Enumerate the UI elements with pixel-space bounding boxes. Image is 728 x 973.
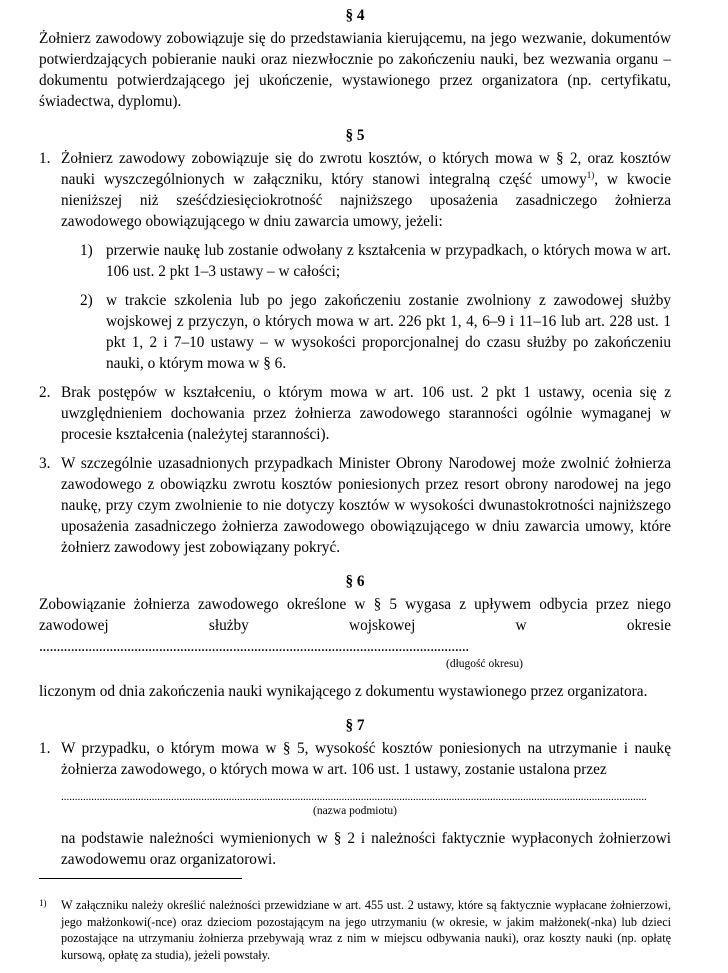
section-5-item-1 (39, 148, 671, 374)
item-text: Brak postępów w kształceniu, o którym mowa w art. 106 ust. 2 pkt 1 ustawy, ocenia się z uwzględnieniem dochowania przez żołnierza zawodowego staranności ogólnie wymaganej w procesie kształcenia (należytej staranności). (61, 384, 671, 443)
section-7-item-1 (39, 738, 671, 870)
section-5-heading: § 5 (345, 127, 365, 144)
section-7-heading: § 7 (345, 717, 365, 734)
item-number: 3. (39, 455, 51, 472)
item-text: W szczególnie uzasadnionych przypadkach Minister Obrony Narodowej może zwolnić żołnierza zawodowego z obowiązku zwrotu kosztów poniesionych przez resort obrony narodowej na jego naukę, przy czym zwolnienie to nie dotyczy kosztów w wysokości dwunastokrotności najniższego uposażenia zasadniczego żołnierza zawodowego obowiązującego w dniu zawarcia umowy, które żołnierz zawodowy jest zobowiązany pokryć. (61, 455, 671, 556)
footnote-reference[interactable]: 1) (586, 170, 595, 180)
footnote-mark: 1) (39, 898, 47, 908)
section-5-item-3 (39, 453, 671, 558)
section-4-heading: § 4 (345, 7, 365, 24)
section-5-item-2 (39, 382, 671, 445)
footnote-text: W załączniku należy określić należności przewidziane w art. 455 ust. 2 ustawy, które są faktycznie wypłacane żołnierzowi, jego małżonkowi(-nce) oraz dzieciom pozostającym na jego utrzymaniu (w okresie, w jakim małżonek(-nka) lub dzieci pozostające na utrzymaniu żołnierza przebywają wraz z nim w miejscu odbywania nauki), oraz koszty nauki (np. opłatę kursową, opłatę za studia), jeżeli powstały. (61, 898, 671, 962)
sub-item-text: w trakcie szkolenia lub po jego zakończeniu zostanie zwolniony z zawodowej służby wojskowej z przyczyn, o których mowa w art. 226 pkt 1, 4, 6–9 i 11–16 lub art. 228 ust. 1 pkt 1, 2 i 7–10 ustawy – w wysokości proporcjonalnej do czasu służby po zakończeniu nauki, o którym mowa w § 6. (106, 292, 671, 372)
section-6-text-part-1: Zobowiązanie żołnierza zawodowego określone w § 5 wygasa z upływem odbycia przez niego zawodowej służby wojskowej w okresie (39, 596, 671, 634)
item-number: 1. (39, 150, 51, 167)
section-5-item-1-sub-2 (61, 290, 671, 374)
section-7-text-2: na podstawie należności wymienionych w § 2 i należności faktycznie wypłaconych żołnierzowi zawodowemu oraz organizatorowi. (61, 830, 671, 868)
footnote (39, 897, 671, 963)
section-6-text-2: liczonym od dnia zakończenia nauki wynikającego z dokumentu wystawionego przez organizatora. (39, 683, 648, 700)
item-number: 2. (39, 384, 51, 401)
section-6-fill-in-line[interactable]: .......................................................................................................................... (39, 638, 469, 655)
section-6-heading: § 6 (345, 573, 365, 590)
section-5-item-1-sub-1 (61, 240, 671, 282)
document-page (39, 4, 671, 870)
section-7-fill-in-line[interactable]: ..................................................................................................................................................................................................................... (61, 791, 647, 803)
item-number: 1. (39, 740, 51, 757)
item-text: W przypadku, o którym mowa w § 5, wysokość kosztów poniesionych na utrzymanie i naukę żołnierza zawodowego, o których mowa w art. 106 ust. 1 ustawy, zostanie ustalona przez (61, 740, 671, 778)
section-6-text (39, 594, 671, 657)
section-6-caption: (długość okresu) (446, 658, 523, 670)
footnote-separator (39, 878, 242, 879)
item-text-b: , w kwocie nieniższej niż sześćdziesięciokrotność najniższego uposażenia zasadniczego żołnierza zawodowego obowiązującego w dniu zawarcia umowy, jeżeli: (61, 171, 671, 230)
sub-item-number: 2) (80, 292, 93, 309)
sub-item-text: przerwie naukę lub zostanie odwołany z kształcenia w przypadkach, o których mowa w art. 106 ust. 2 pkt 1–3 ustawy – w całości; (106, 242, 671, 280)
section-4-text: Żołnierz zawodowy zobowiązuje się do przedstawiania kierującemu, na jego wezwanie, dokumentów potwierdzających pobieranie nauki oraz niezwłocznie po zakończeniu nauki, bez wezwania organu – dokumentu potwierdzającego jej ukończenie, wystawionego przez organizatora (np. certyfikatu, świadectwa, dyplomu). (39, 30, 671, 110)
sub-item-number: 1) (80, 242, 93, 259)
section-7-caption: (nazwa podmiotu) (313, 805, 397, 817)
item-text-a: Żołnierz zawodowy zobowiązuje się do zwrotu kosztów, o których mowa w § 2, oraz kosztów nauki wyszczególnionych w załączniku, który stanowi integralną część umowy (61, 150, 671, 188)
